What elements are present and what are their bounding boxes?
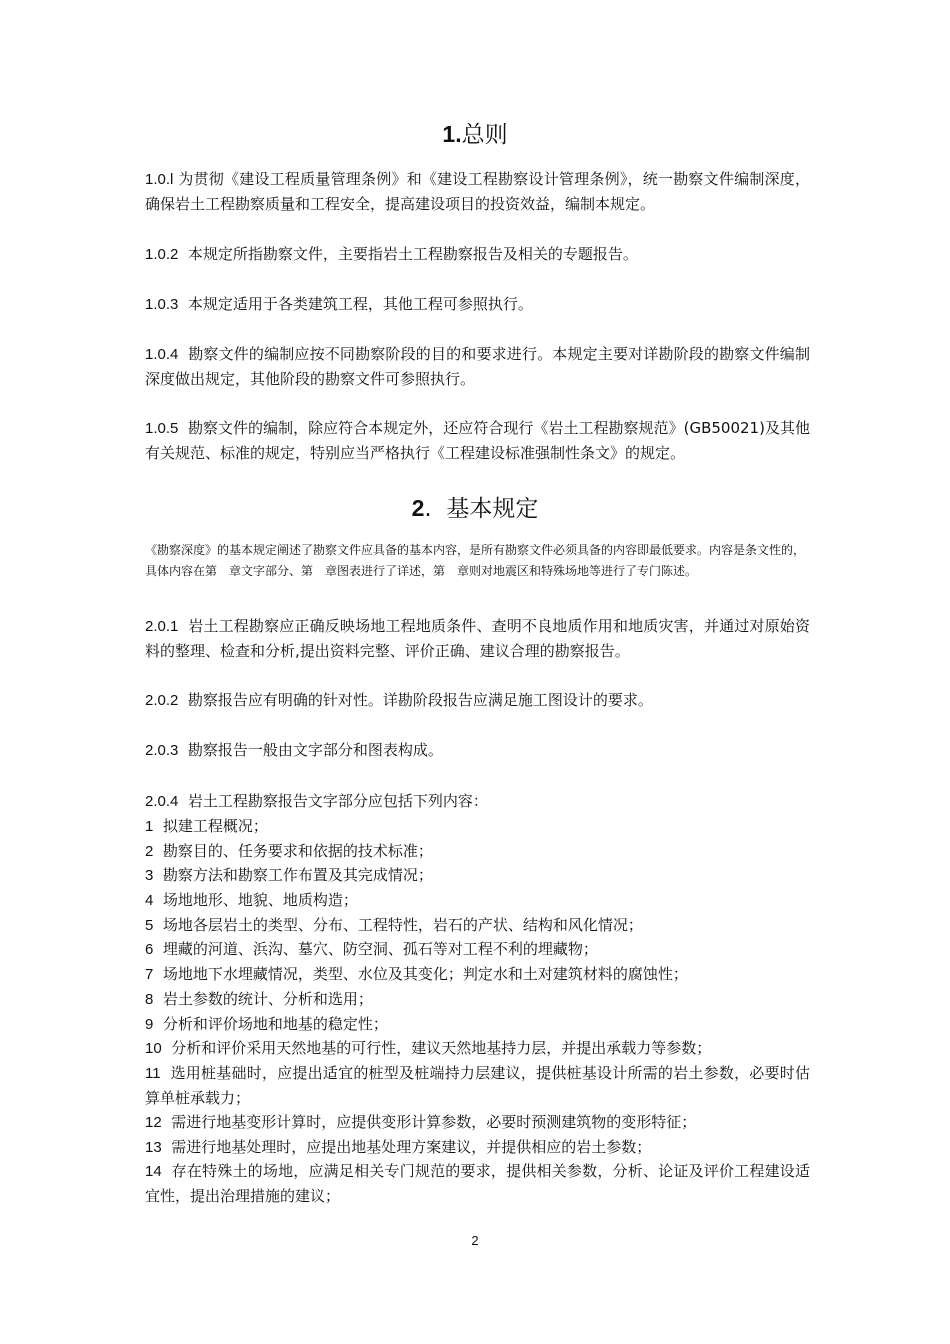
- list-item: [145, 913, 810, 938]
- clause-2-0-1: [145, 614, 810, 663]
- list-text: 场地地下水埋藏情况，类型、水位及其变化；判定水和土对建筑材料的腐蚀性；: [162, 965, 688, 983]
- list-item: [145, 863, 810, 888]
- list-text: 岩土参数的统计、分析和选用；: [162, 990, 373, 1008]
- list-text: 埋藏的河道、浜沟、墓穴、防空洞、孤石等对工程不利的埋藏物；: [162, 940, 598, 958]
- list-item: [145, 962, 810, 987]
- list-item: [145, 1159, 810, 1208]
- list-number: 14: [145, 1163, 162, 1180]
- section-1-title: 总则: [461, 122, 508, 148]
- section-1-heading: [0, 119, 950, 150]
- list-text: 分析和评价场地和地基的稳定性；: [162, 1015, 388, 1033]
- list-number: 10: [145, 1040, 162, 1057]
- section-2-heading: [0, 493, 950, 524]
- clause-number: 1.0.3: [145, 296, 179, 313]
- list-item: [145, 814, 810, 839]
- section-2-dot: .: [424, 496, 432, 522]
- list-text: 需进行地基处理时，应提出地基处理方案建议，并提供相应的岩土参数；: [171, 1138, 652, 1156]
- clause-1-0-3: [145, 292, 810, 317]
- clause-1-0-1: [145, 167, 810, 216]
- list-number: 1: [145, 818, 154, 835]
- list-item: [145, 1036, 810, 1061]
- list-item: [145, 1012, 810, 1037]
- clause-number: 2.0.1: [145, 618, 179, 635]
- list-number: 11: [145, 1065, 161, 1082]
- list-text: 勘察方法和勘察工作布置及其完成情况；: [162, 866, 433, 884]
- list-number: 3: [145, 867, 154, 884]
- list-text: 勘察目的、任务要求和依据的技术标准；: [162, 842, 433, 860]
- list-number: 13: [145, 1139, 162, 1156]
- list-number: 7: [145, 966, 154, 983]
- list-text: 选用桩基础时，应提出适宜的桩型及桩端持力层建议，提供桩基设计所需的岩土参数，必要时估算单桩承载力；: [145, 1064, 810, 1107]
- clause-2-0-4: [145, 789, 810, 814]
- clause-text: 岩土工程勘察报告文字部分应包括下列内容：: [187, 792, 488, 810]
- list-item: [145, 1135, 810, 1160]
- list-item: [145, 888, 810, 913]
- clause-text: 本规定适用于各类建筑工程，其他工程可参照执行。: [187, 295, 533, 313]
- list-text: 场地各层岩土的类型、分布、工程特性，岩石的产状、结构和风化情况；: [162, 916, 643, 934]
- list-item: [145, 1110, 810, 1135]
- clause-number: 1.0.l: [145, 171, 174, 188]
- section-2-note: 《勘察深度》的基本规定阐述了勘察文件应具备的基本内容，是所有勘察文件必须具备的内容即最低要求。内容是条文性的，具体内容在第 章文字部分、第 章图表进行了详述，第 章则对地震区和特殊场地等进行了专门陈述。: [145, 543, 806, 578]
- clause-text: 勘察文件的编制，除应符合本规定外，还应符合现行《岩土工程勘察规范》(GB50021)及其他有关规范、标准的规定，特别应当严格执行《工程建设标准强制性条文》的规定。: [145, 419, 810, 462]
- clause-number: 2.0.2: [145, 692, 179, 709]
- clause-text: 岩土工程勘察应正确反映场地工程地质条件、查明不良地质作用和地质灾害，并通过对原始资料的整理、检查和分析,提出资料完整、评价正确、建议合理的勘察报告。: [145, 617, 810, 660]
- section-2-title: 基本规定: [446, 496, 539, 522]
- clause-text: 勘察报告应有明确的针对性。详勘阶段报告应满足施工图设计的要求。: [187, 691, 653, 709]
- list-number: 2: [145, 843, 154, 860]
- list-text: 拟建工程概况；: [162, 817, 268, 835]
- clause-text: 勘察报告一般由文字部分和图表构成。: [187, 741, 443, 759]
- clause-1-0-4: [145, 342, 810, 391]
- list-number: 5: [145, 917, 154, 934]
- list-text: 场地地形、地貌、地质构造；: [162, 891, 358, 909]
- clause-number: 1.0.2: [145, 246, 179, 263]
- clause-2-0-3: [145, 738, 810, 763]
- clause-number: 1.0.4: [145, 346, 179, 363]
- clause-number: 2.0.4: [145, 793, 179, 810]
- clause-number: 1.0.5: [145, 420, 179, 437]
- list-text: 分析和评价采用天然地基的可行性，建议天然地基持力层，并提出承载力等参数；: [171, 1039, 712, 1057]
- list-text: 存在特殊土的场地，应满足相关专门规范的要求，提供相关参数，分析、论证及评价工程建设适宜性，提出治理措施的建议；: [145, 1162, 810, 1205]
- section-2-number: 2: [411, 495, 425, 521]
- clause-text: 勘察文件的编制应按不同勘察阶段的目的和要求进行。本规定主要对详勘阶段的勘察文件编制深度做出规定，其他阶段的勘察文件可参照执行。: [145, 345, 810, 388]
- list-number: 8: [145, 991, 154, 1008]
- list-number: 6: [145, 941, 154, 958]
- list-number: 9: [145, 1016, 154, 1033]
- list-item: [145, 937, 810, 962]
- clause-number: 2.0.3: [145, 742, 179, 759]
- list-number: 4: [145, 892, 154, 909]
- clause-text: 本规定所指勘察文件，主要指岩土工程勘察报告及相关的专题报告。: [187, 245, 638, 263]
- page-number: 2: [471, 1233, 479, 1248]
- clause-text: 为贯彻《建设工程质量管理条例》和《建设工程勘察设计管理条例》，统一勘察文件编制深度，确保岩土工程勘察质量和工程安全，提高建设项目的投资效益，编制本规定。: [145, 170, 810, 213]
- list-item: [145, 987, 810, 1012]
- list-item: [145, 1061, 810, 1110]
- section-1-number: 1.: [442, 121, 462, 147]
- list-item: [145, 839, 810, 864]
- clause-1-0-2: [145, 242, 810, 267]
- clause-1-0-5: [145, 416, 810, 465]
- list-text: 需进行地基变形计算时，应提供变形计算参数，必要时预测建筑物的变形特征；: [171, 1113, 697, 1131]
- list-number: 12: [145, 1114, 162, 1131]
- clause-2-0-2: [145, 688, 810, 713]
